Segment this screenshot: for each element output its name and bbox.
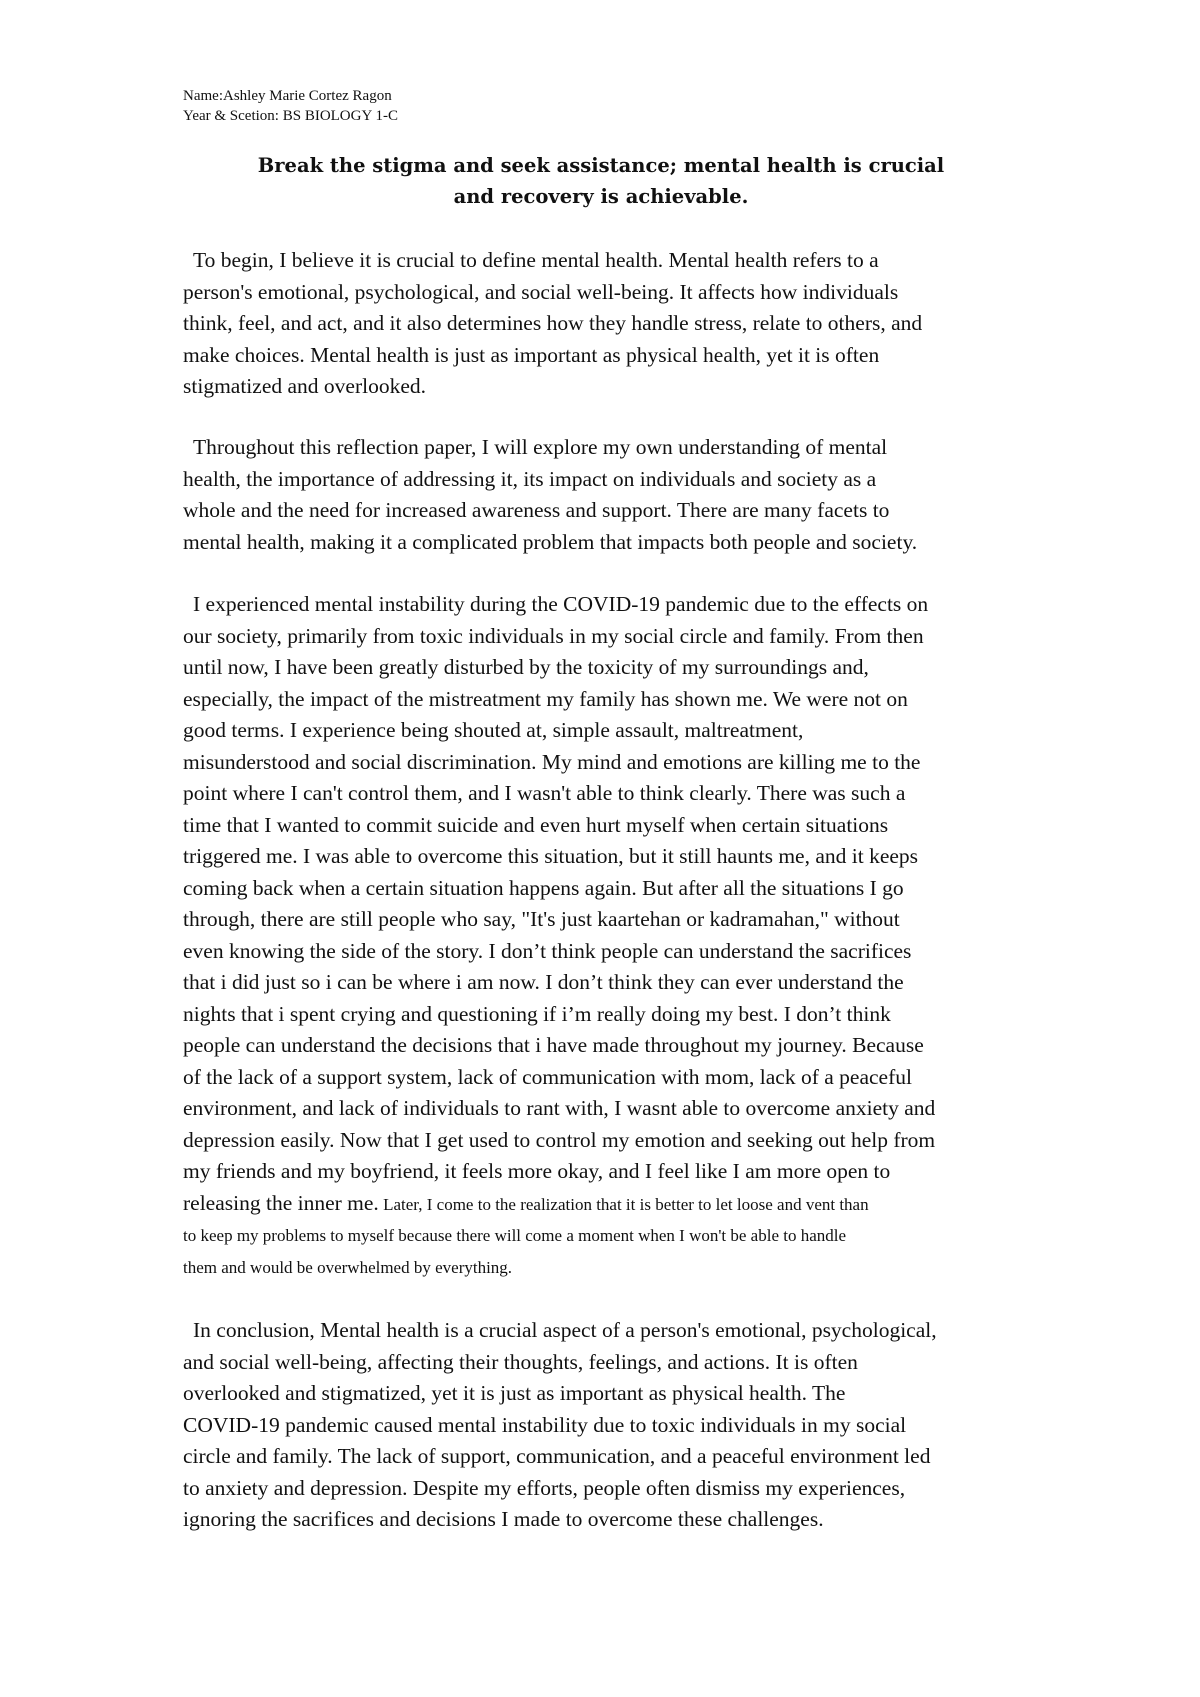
mixed-line-end: Later, I come to the realization that it is better to let loose and vent than: [378, 1194, 869, 1214]
paragraph-line: point where I can't control them, and I wasn't able to think clearly. There was such a: [183, 781, 906, 805]
paragraph-line: stigmatized and overlooked.: [183, 374, 426, 398]
paragraph-overview: [183, 432, 1043, 558]
paragraph-line: environment, and lack of individuals to rant with, I wasnt able to overcome anxiety and: [183, 1096, 936, 1120]
paragraph-line: and social well-being, affecting their thoughts, feelings, and actions. It is often: [183, 1349, 858, 1374]
paragraph-small-line: to keep my problems to myself because there will come a moment when I won't be able to handle: [183, 1226, 847, 1245]
paragraph-line: ignoring the sacrifices and decisions I made to overcome these challenges.: [183, 1507, 824, 1531]
paragraph-line: misunderstood and social discrimination. My mind and emotions are killing me to the: [183, 749, 921, 774]
paragraph-line: that i did just so i can be where i am now. I don’t think they can ever understand the: [183, 970, 904, 994]
paragraph-line: circle and family. The lack of support, communication, and a peaceful environment led: [183, 1444, 931, 1468]
year-section: Year & Scetion: BS BIOLOGY 1-C: [183, 108, 399, 124]
paragraph-line: through, there are still people who say, "It's just kaartehan or kadramahan," without: [183, 907, 900, 931]
student-name: Name:Ashley Marie Cortez Ragon: [183, 88, 392, 104]
paragraph-line: COVID-19 pandemic caused mental instability due to toxic individuals in my social: [183, 1412, 907, 1437]
paragraph-line: I experienced mental instability during the COVID-19 pandemic due to the effects on: [193, 592, 929, 616]
paragraph-line: until now, I have been greatly disturbed by the toxicity of my surroundings and,: [183, 655, 869, 679]
paragraph-line: In conclusion, Mental health is a crucial aspect of a person's emotional, psychological,: [193, 1318, 937, 1342]
paragraph-line: To begin, I believe it is crucial to define mental health. Mental health refers to a: [193, 248, 879, 272]
paragraph-conclusion: [183, 1315, 1043, 1536]
essay-title-line-2: and recovery is achievable.: [453, 185, 749, 208]
paragraph-line: nights that i spent crying and questioning if i’m really doing my best. I don’t think: [183, 1001, 891, 1026]
paragraph-line: to anxiety and depression. Despite my efforts, people often dismiss my experiences,: [183, 1475, 906, 1500]
paragraph-small-line: them and would be overwhelmed by everything.: [183, 1257, 513, 1277]
paragraph-line: whole and the need for increased awareness and support. There are many facets to: [183, 498, 890, 522]
paragraph-line: health, the importance of addressing it, its impact on individuals and society as a: [183, 466, 877, 491]
mixed-line-start: releasing the inner me.: [183, 1190, 379, 1215]
paragraph-line: especially, the impact of the mistreatment my family has shown me. We were not on: [183, 686, 908, 711]
paragraph-line: time that I wanted to commit suicide and even hurt myself when certain situations: [183, 812, 889, 837]
paragraph-line: good terms. I experience being shouted at, simple assault, maltreatment,: [183, 718, 804, 742]
paragraph-line: even knowing the side of the story. I don’t think people can understand the sacrifices: [183, 938, 912, 963]
paragraph-introduction: [183, 245, 1043, 403]
paragraph-line: people can understand the decisions that i have made throughout my journey. Because: [183, 1033, 924, 1057]
paragraph-line: depression easily. Now that I get used to control my emotion and seeking out help from: [183, 1127, 936, 1152]
paragraph-line: my friends and my boyfriend, it feels more okay, and I feel like I am more open to: [183, 1159, 891, 1183]
paragraph-line: mental health, making it a complicated problem that impacts both people and society.: [183, 529, 918, 554]
paragraph-line: overlooked and stigmatized, yet it is just as important as physical health. The: [183, 1381, 846, 1405]
paragraph-line: triggered me. I was able to overcome this situation, but it still haunts me, and it keeps: [183, 844, 919, 868]
paragraph-line: of the lack of a support system, lack of communication with mom, lack of a peaceful: [183, 1064, 912, 1089]
paragraph-line: coming back when a certain situation happens again. But after all the situations I go: [183, 875, 904, 900]
essay-title: [183, 150, 1019, 212]
paragraph-line: person's emotional, psychological, and social well-being. It affects how individuals: [183, 279, 899, 304]
essay-title-line-1: Break the stigma and seek assistance; mental health is crucial: [257, 154, 945, 177]
student-info: [183, 86, 398, 126]
paragraph-experience: [183, 589, 1043, 1283]
paragraph-line: make choices. Mental health is just as important as physical health, yet it is often: [183, 342, 880, 367]
paragraph-line: our society, primarily from toxic individuals in my social circle and family. From then: [183, 623, 924, 648]
paragraph-line: Throughout this reflection paper, I will explore my own understanding of mental: [193, 435, 888, 459]
paragraph-mixed-line: [183, 1188, 1043, 1221]
paragraph-line: think, feel, and act, and it also determines how they handle stress, relate to others, and: [183, 311, 923, 335]
